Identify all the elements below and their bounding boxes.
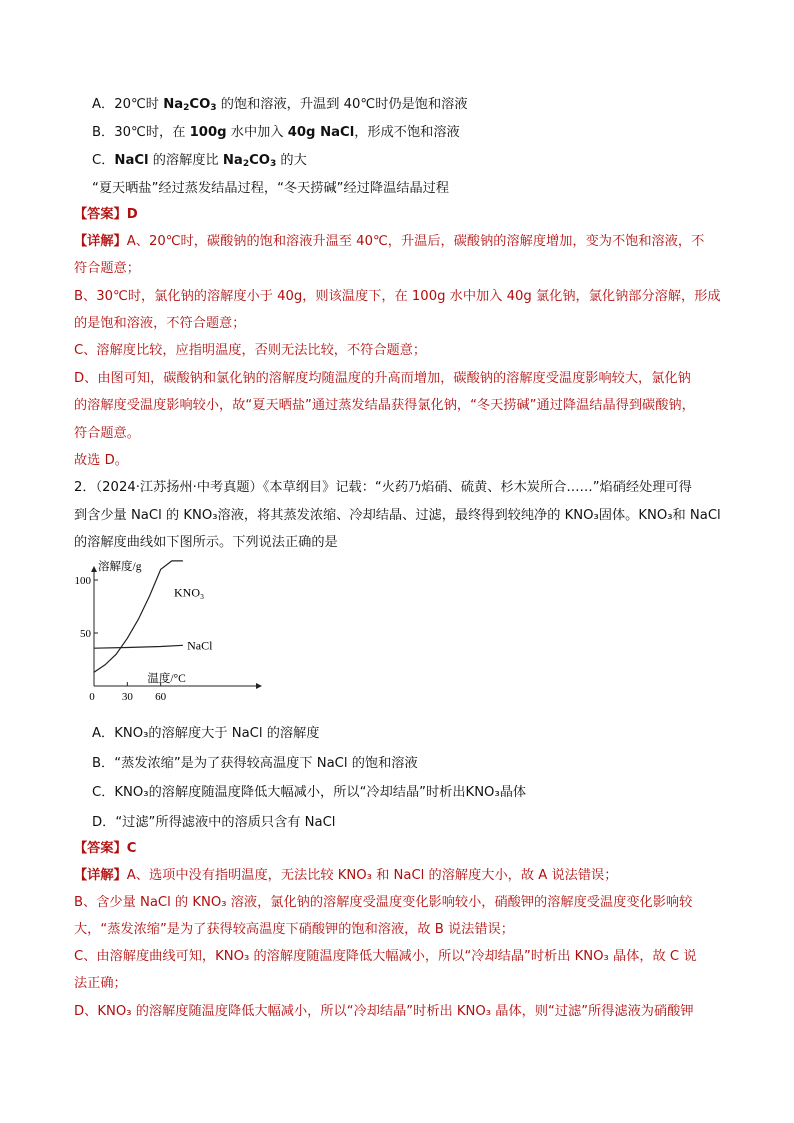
q1-option-c: C．NaCl 的溶解度比 $Na_2CO_3$ 的大 <box>92 153 307 169</box>
x-axis-label: 温度/°C <box>147 673 186 685</box>
x-tick-label: 60 <box>155 691 167 703</box>
q2-answer: 【答案】C <box>74 841 137 856</box>
q2-explain-1: B、含少量 NaCl 的 KNO₃ 溶液，氯化钠的溶解度受温度变化影响较小，硝酸钾的溶解度受温度变化影响较 <box>74 895 693 910</box>
q2-option-c: C．KNO₃的溶解度随温度降低大幅减小，所以“冷却结晶”时析出KNO₃晶体 <box>92 785 527 800</box>
series-label-nacl: NaCl <box>187 638 213 653</box>
q1-explain-8: 故选 D。 <box>74 453 128 468</box>
q2-explain-5: D、KNO₃ 的溶解度随温度降低大幅减小，所以“冷却结晶”时析出 KNO₃ 晶体，则“过滤”所得滤液为硝酸钾 <box>74 1004 694 1019</box>
q2-option-b: B．“蒸发浓缩”是为了获得较高温度下 NaCl 的饱和溶液 <box>92 756 418 771</box>
x-tick-label: 0 <box>89 691 95 703</box>
q1-answer: 【答案】D <box>74 207 138 222</box>
q2-explain-3: C、由溶解度曲线可知，KNO₃ 的溶解度随温度降低大幅减小，所以“冷却结晶”时析出 KNO₃ 晶体，故 C 说 <box>74 949 697 964</box>
q2-stem-2: 到含少量 NaCl 的 KNO₃溶液，将其蒸发浓缩、冷却结晶、过滤，最终得到较纯净的 KNO₃固体。KNO₃和 NaCl <box>74 508 721 523</box>
q1-explain-6: 的溶解度受温度影响较小，故“夏天晒盐”通过蒸发结晶获得氯化钠，“冬天捞碱”通过降温结晶得到碳酸钠， <box>74 398 695 413</box>
q1-option-d: “夏天晒盐”经过蒸发结晶过程，“冬天捞碱”经过降温结晶过程 <box>92 181 450 196</box>
q1-option-b: B．30℃时，在 100g 水中加入 40g NaCl，形成不饱和溶液 <box>92 125 460 140</box>
q2-explain-4: 法正确； <box>74 976 127 991</box>
q1-explain-7: 符合题意。 <box>74 426 140 441</box>
q1-explain-2: B、30℃时，氯化钠的溶解度小于 40g，则该温度下，在 100g 水中加入 40g 氯化钠，氯化钠部分溶解，形成 <box>74 289 721 304</box>
series-label-kno3: KNO₃ <box>174 585 205 600</box>
q1-explain-4: C、溶解度比较，应指明温度，否则无法比较，不符合题意； <box>74 343 427 358</box>
y-tick-label: 100 <box>74 575 91 587</box>
q2-explain-0: 【详解】A、选项中没有指明温度，无法比较 KNO₃ 和 NaCl 的溶解度大小，故 A 说法错误； <box>74 868 618 883</box>
series-line-kno3 <box>94 561 183 672</box>
x-tick-label: 30 <box>121 691 133 703</box>
q1-explain-0: 【详解】A、20℃时，碳酸钠的饱和溶液升温至 40℃，升温后，碳酸钠的溶解度增加，变为不饱和溶液，不 <box>74 234 705 249</box>
x-axis-arrow <box>256 683 262 689</box>
q2-stem-1: 2．（2024·江苏扬州·中考真题）《本草纲目》记载：“火药乃焰硝、硫黄、杉木炭所合……”焰硝经处理可得 <box>74 480 692 495</box>
y-tick-label: 50 <box>80 628 91 640</box>
solubility-chart <box>70 558 270 718</box>
series-line-nacl <box>94 645 183 648</box>
q1-explain-3: 的是饱和溶液，不符合题意； <box>74 316 246 331</box>
y-axis-label: 溶解度/g <box>98 561 142 573</box>
q1-explain-1: 符合题意； <box>74 261 140 276</box>
q2-stem-3: 的溶解度曲线如下图所示。下列说法正确的是 <box>74 535 338 550</box>
q1-explain-5: D、由图可知，碳酸钠和氯化钠的溶解度均随温度的升高而增加，碳酸钠的溶解度受温度影响较大，氯化钠 <box>74 371 691 386</box>
q2-option-a: A．KNO₃的溶解度大于 NaCl 的溶解度 <box>92 726 320 741</box>
q2-explain-2: 大，“蒸发浓缩”是为了获得较高温度下硝酸钾的饱和溶液，故 B 说法错误； <box>74 922 514 937</box>
q2-option-d: D．“过滤”所得滤液中的溶质只含有 NaCl <box>92 815 336 830</box>
q1-option-a: A．20℃时 $Na_2CO_3$ 的饱和溶液，升温到 40℃时仍是饱和溶液 <box>92 97 468 113</box>
y-axis-arrow <box>91 566 97 572</box>
